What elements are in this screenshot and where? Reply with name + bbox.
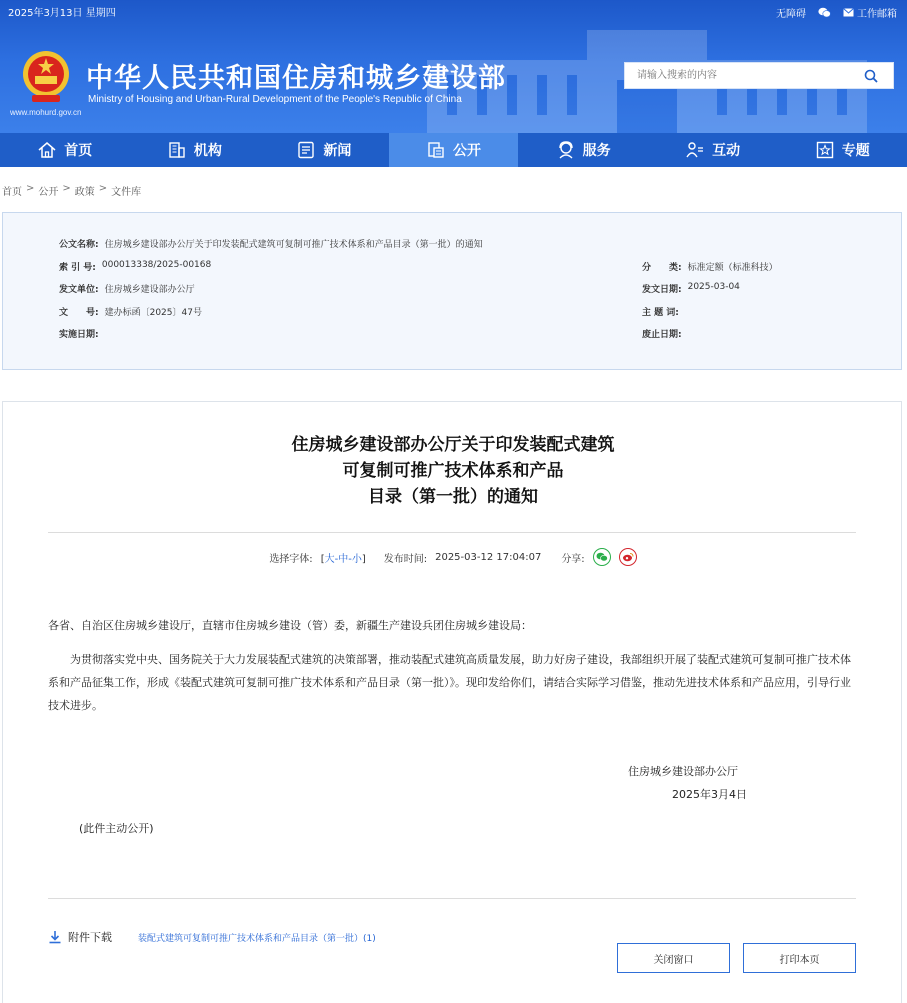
work-mail-link[interactable] <box>843 5 897 20</box>
close-window-button[interactable]: 关闭窗口 <box>617 943 730 973</box>
top-bar <box>8 4 897 20</box>
footer-divider <box>48 898 856 899</box>
title-line: 住房城乡建设部办公厅关于印发装配式建筑 <box>291 435 615 455</box>
accessibility-link[interactable] <box>776 5 806 20</box>
search-icon <box>864 69 878 83</box>
meta-label: 实施日期: <box>59 330 99 340</box>
share-label: 分享: <box>561 553 585 565</box>
breadcrumb <box>2 183 141 198</box>
site-title-cn: 中华人民共和国住房和城乡建设部 <box>86 63 506 94</box>
main-nav <box>0 133 907 167</box>
accessibility-label: 无障碍 <box>776 8 806 20</box>
meta-label: 废止日期: <box>642 330 682 340</box>
dash: - <box>334 553 339 565</box>
meta-label: 主 题 词: <box>642 308 679 318</box>
article <box>2 401 902 1003</box>
star-box-icon <box>815 140 835 160</box>
disclosure-note: (此件主动公开) <box>79 822 154 835</box>
nav-label: 互动 <box>712 143 741 159</box>
meta-label: 分 类: <box>642 263 682 273</box>
breadcrumb-separator: > <box>62 183 71 194</box>
meta-label: 公文名称: <box>59 240 99 250</box>
publish-label: 发布时间: <box>383 553 428 565</box>
meta-value: 000013338/2025-00168 <box>101 260 212 270</box>
print-page-button[interactable]: 打印本页 <box>743 943 856 973</box>
breadcrumb-public[interactable]: 公开 <box>38 187 59 198</box>
meta-label: 索 引 号: <box>59 263 96 273</box>
nav-home[interactable] <box>0 133 130 167</box>
meta-index <box>59 260 211 273</box>
meta-value: 2025-03-04 <box>687 282 740 292</box>
nav-label: 专题 <box>841 143 870 159</box>
site-header <box>0 0 907 133</box>
nav-service[interactable] <box>518 133 648 167</box>
search-input[interactable] <box>625 63 851 88</box>
title-divider <box>48 532 856 533</box>
nav-special[interactable] <box>777 133 907 167</box>
font-medium-button[interactable]: 中 <box>338 553 349 565</box>
nav-public[interactable] <box>389 133 519 167</box>
meta-expire <box>642 327 688 340</box>
nav-interaction[interactable] <box>648 133 778 167</box>
meta-doc-name <box>59 237 483 250</box>
font-large-button[interactable]: 大 <box>324 553 335 565</box>
document-meta <box>2 212 902 370</box>
meta-label: 发文单位: <box>59 285 99 295</box>
document-folder-icon <box>426 140 446 160</box>
building-icon <box>167 140 187 160</box>
meta-subject <box>642 305 685 318</box>
work-mail-label: 工作邮箱 <box>857 8 897 20</box>
meta-label: 发文日期: <box>642 285 682 295</box>
meta-category <box>642 260 778 273</box>
download-icon <box>48 930 62 944</box>
bracket: ] <box>361 553 366 565</box>
salutation: 各省、自治区住房城乡建设厅，直辖市住房城乡建设（管）委，新疆生产建设兵团住房城乡建设局： <box>48 619 532 632</box>
breadcrumb-separator: > <box>26 183 35 194</box>
wechat-icon[interactable] <box>818 7 831 18</box>
font-size-switch <box>321 550 366 565</box>
attachment-row <box>48 929 376 945</box>
breadcrumb-separator: > <box>98 183 108 194</box>
meta-value: 住房城乡建设部办公厅关于印发装配式建筑可复制可推广技术体系和产品目录（第一批）的通知 <box>104 240 483 250</box>
meta-effective <box>59 327 105 340</box>
nav-label: 首页 <box>64 143 93 159</box>
meta-doc-no <box>59 305 202 318</box>
title-line: 目录（第一批）的通知 <box>368 487 538 507</box>
search-button[interactable] <box>849 63 893 88</box>
news-icon <box>296 140 316 160</box>
share-wechat-icon[interactable] <box>593 548 611 566</box>
article-title <box>3 432 903 510</box>
site-title-en: Ministry of Housing and Urban-Rural Development of the People's Republic of China <box>88 94 462 105</box>
meta-value: 建办标函〔2025〕47号 <box>104 308 202 318</box>
nav-news[interactable] <box>259 133 389 167</box>
signature: 住房城乡建设部办公厅 <box>628 765 738 778</box>
bracket: [ <box>320 553 325 565</box>
share-weibo-icon[interactable] <box>619 548 637 566</box>
home-icon <box>37 140 57 160</box>
font-size-label: 选择字体: <box>269 553 313 565</box>
meta-value: 住房城乡建设部办公厅 <box>104 285 195 295</box>
attachment-label: 附件下载 <box>68 931 112 944</box>
mail-icon <box>843 8 854 17</box>
nav-label: 机构 <box>193 143 222 159</box>
sign-date: 2025年3月4日 <box>672 788 747 801</box>
nav-label: 新闻 <box>323 143 352 159</box>
article-info <box>3 548 903 566</box>
meta-issue-date <box>642 282 740 295</box>
body-paragraph: 为贯彻落实党中央、国务院关于大力发展装配式建筑的决策部署，推动装配式建筑高质量发展，助力好房子建设，我部组织开展了装配式建筑可复制可推广技术体系和产品征集工作，形成《装配式建筑可复制可推广技术体系和产品目录（第一批）》。现印发给你们，请结合实际学习借鉴，推动先进技术体系和产品应用，引导行业技术进步。 <box>48 653 851 712</box>
nav-label: 公开 <box>453 143 482 159</box>
attachment-link[interactable]: 装配式建筑可复制可推广技术体系和产品目录（第一批）(1) <box>138 933 376 944</box>
breadcrumb-home[interactable]: 首页 <box>2 187 22 198</box>
site-url: www.mohurd.gov.cn <box>10 108 82 117</box>
nav-label: 服务 <box>582 143 611 159</box>
meta-label: 文 号: <box>59 308 99 318</box>
search-box <box>624 62 894 89</box>
interaction-icon <box>685 140 705 160</box>
nav-organization[interactable] <box>130 133 260 167</box>
breadcrumb-library[interactable]: 文件库 <box>111 187 142 198</box>
dash: - <box>348 553 352 565</box>
breadcrumb-policy[interactable]: 政策 <box>74 187 95 198</box>
title-line: 可复制可推广技术体系和产品 <box>342 461 564 481</box>
current-date: 2025年3月13日 星期四 <box>8 8 116 19</box>
publish-time: 2025-03-12 17:04:07 <box>435 551 542 563</box>
service-icon <box>556 140 576 160</box>
meta-issuer <box>59 282 195 295</box>
font-small-button[interactable]: 小 <box>351 553 362 565</box>
national-emblem-icon <box>20 50 72 104</box>
meta-value: 标准定额（标准科技） <box>687 263 778 273</box>
